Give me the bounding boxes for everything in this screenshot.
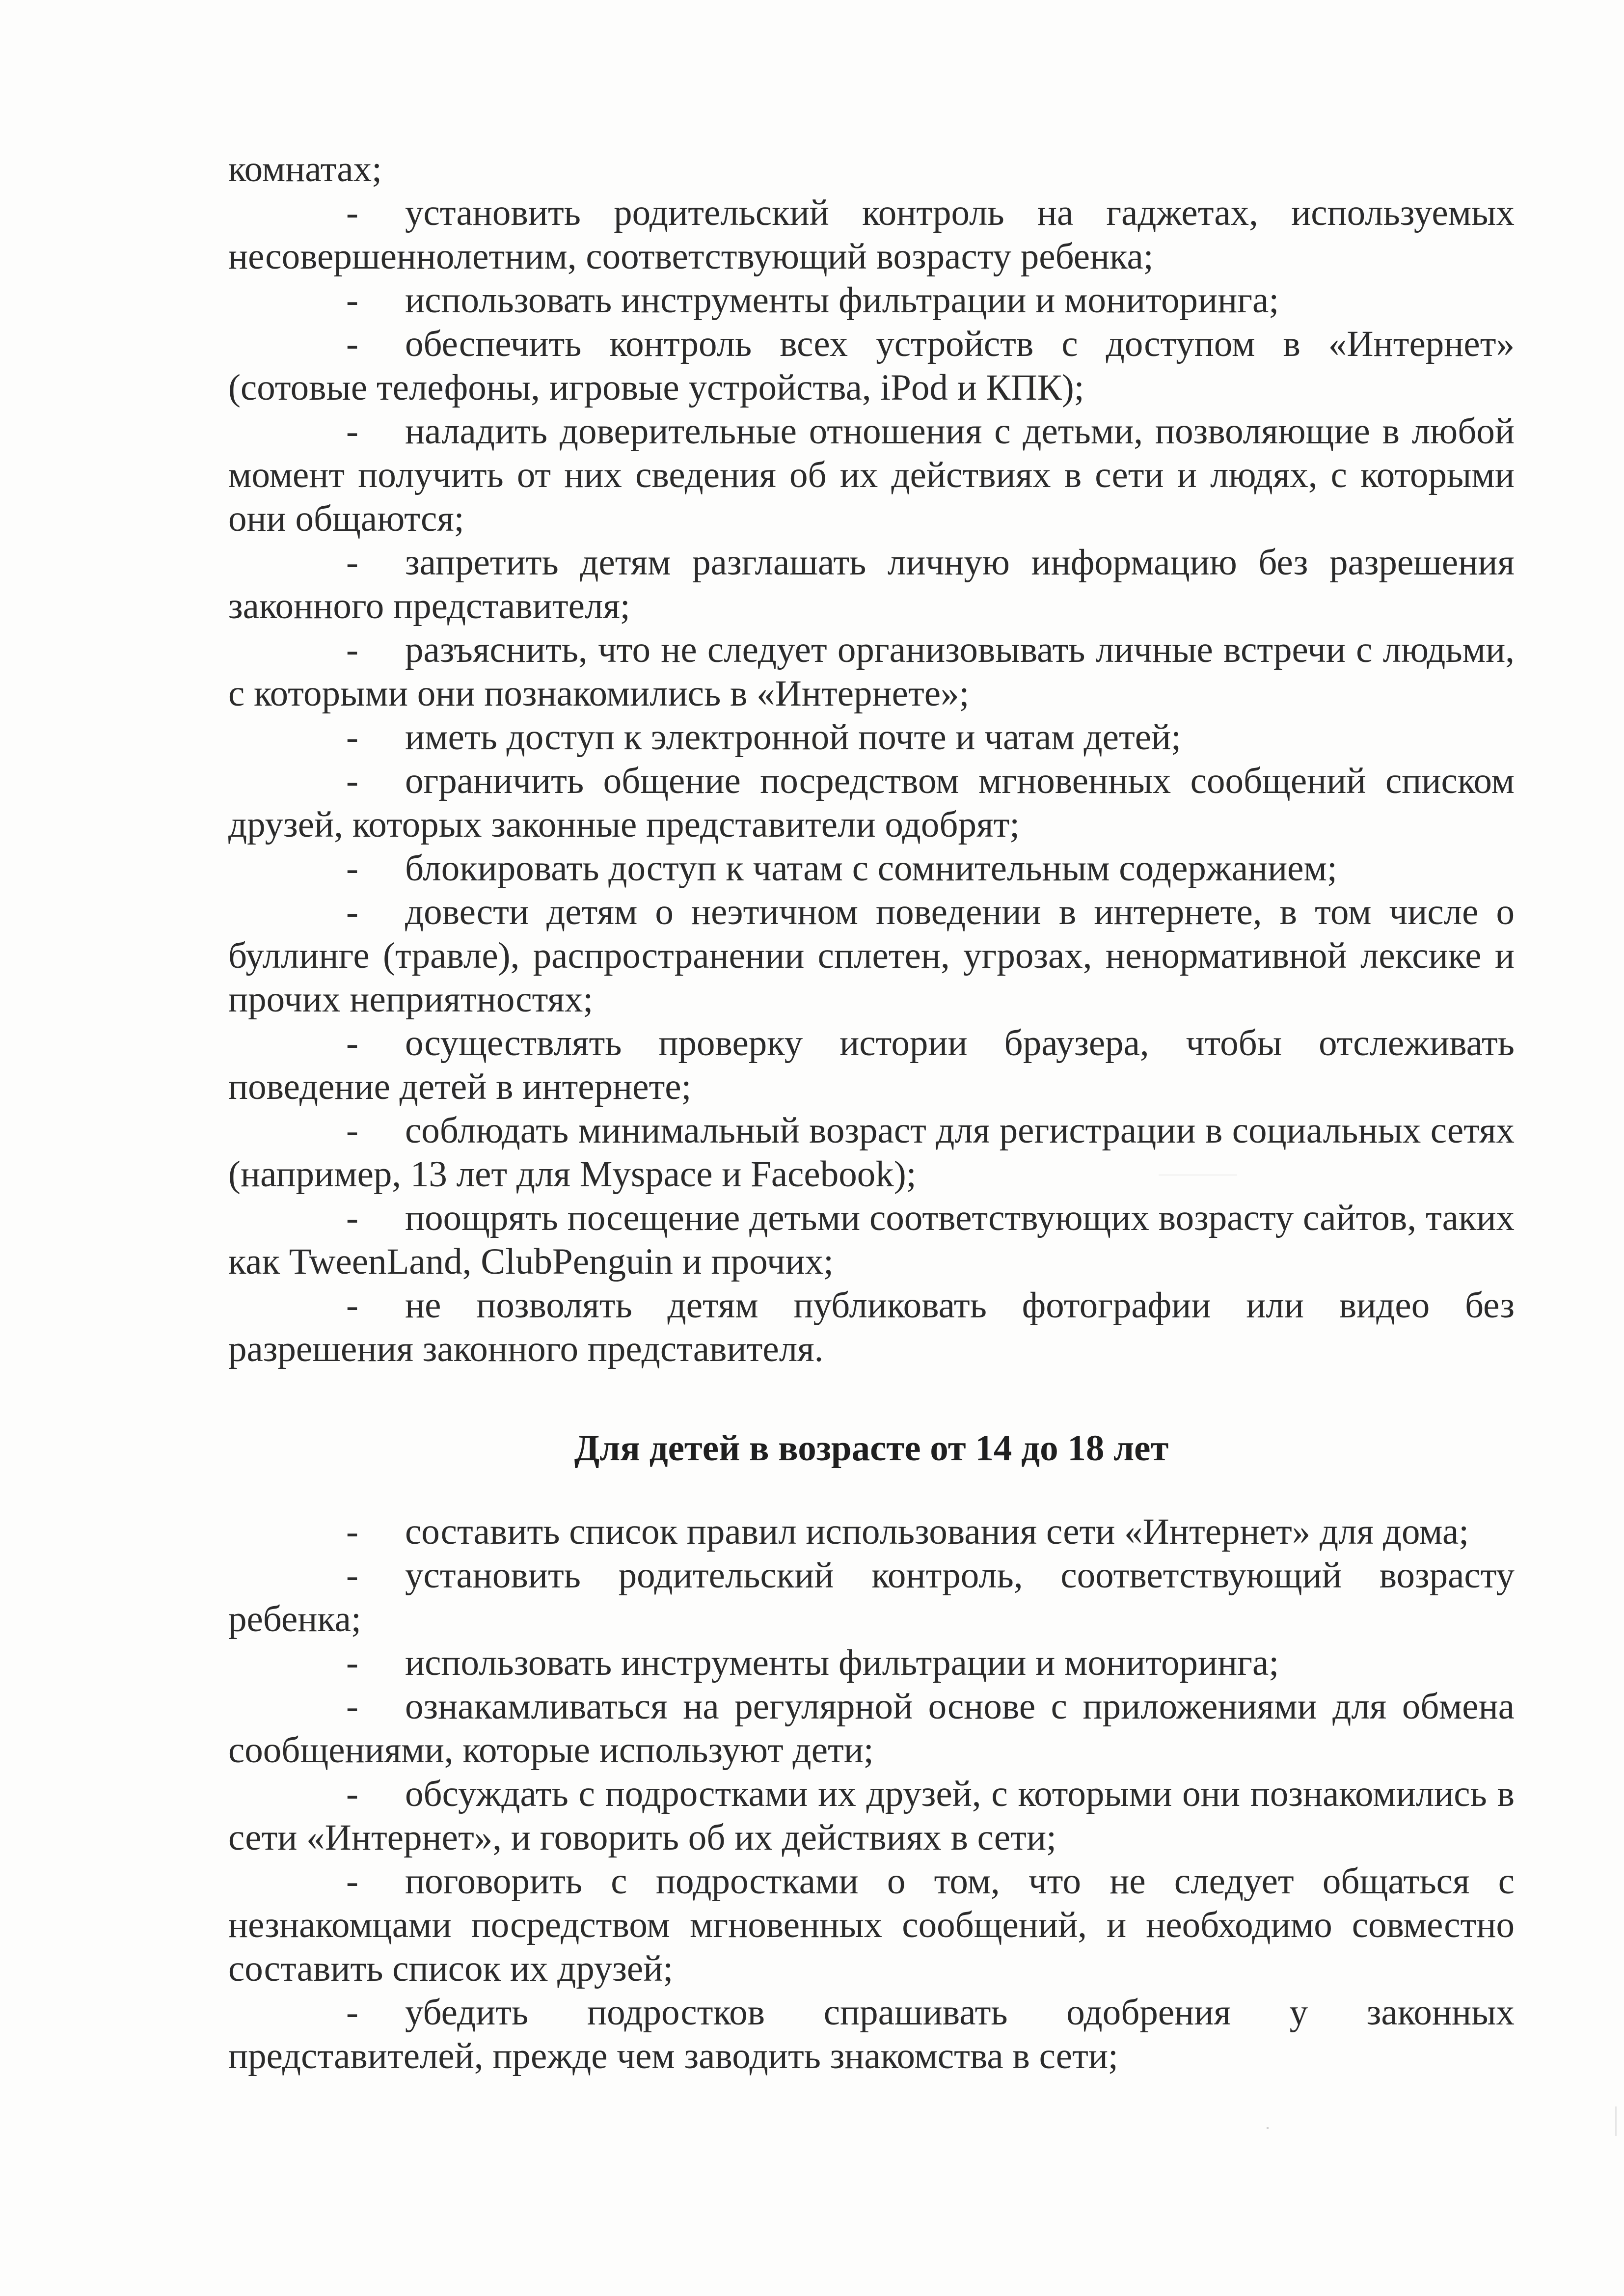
bullet-dash: - bbox=[346, 1110, 358, 1151]
list-item bbox=[228, 1641, 1515, 1685]
list-item-text: поощрять посещение детьми соответствующих возрасту сайтов, таких как TweenLand, ClubPenguin и прочих; bbox=[228, 1198, 1515, 1282]
bullet-dash: - bbox=[346, 1511, 358, 1552]
list-item-text: ознакамливаться на регулярной основе с приложениями для обмена сообщениями, которые используют дети; bbox=[228, 1686, 1515, 1771]
list-item-text: разъяснить, что не следует организовывать личные встречи с людьми, с которыми они познакомились в «Интернете»; bbox=[228, 629, 1515, 714]
bullet-dash: - bbox=[346, 1642, 358, 1683]
scan-speck bbox=[1267, 2127, 1269, 2129]
list-item bbox=[228, 1859, 1515, 1991]
bullet-dash: - bbox=[346, 411, 358, 452]
bullet-dash: - bbox=[346, 192, 358, 233]
list-item bbox=[228, 1196, 1515, 1284]
list-item bbox=[228, 890, 1515, 1021]
list-item-text: соблюдать минимальный возраст для регистрации в социальных сетях (например, 13 лет для Myspace и Facebook); bbox=[228, 1110, 1515, 1195]
list-item bbox=[228, 541, 1515, 628]
bullet-dash: - bbox=[346, 324, 358, 364]
list-item bbox=[228, 628, 1515, 715]
list-item-text: запретить детям разглашать личную информацию без разрешения законного представителя; bbox=[228, 542, 1515, 627]
list-item bbox=[228, 1109, 1515, 1196]
list-item bbox=[228, 1772, 1515, 1859]
bullet-dash: - bbox=[346, 280, 358, 321]
section-heading: Для детей в возрасте от 14 до 18 лет bbox=[574, 1428, 1169, 1469]
top-list bbox=[228, 147, 1515, 1371]
list-item-text: составить список правил использования сети «Интернет» для дома; bbox=[405, 1511, 1469, 1552]
list-item bbox=[228, 847, 1515, 890]
list-item-text: обсуждать с подростками их друзей, с которыми они познакомились в сети «Интернет», и говорить об их действиях в сети; bbox=[228, 1774, 1515, 1858]
bullet-dash: - bbox=[346, 542, 358, 583]
list-item-text: использовать инструменты фильтрации и мониторинга; bbox=[405, 1642, 1279, 1683]
list-item bbox=[228, 322, 1515, 410]
list-item-text: не позволять детям публиковать фотографии или видео без разрешения законного представителя. bbox=[228, 1285, 1515, 1369]
bullet-dash: - bbox=[346, 1686, 358, 1727]
bullet-dash: - bbox=[346, 717, 358, 758]
list-item bbox=[228, 759, 1515, 847]
bullet-dash: - bbox=[346, 1992, 358, 2033]
list-item-text: использовать инструменты фильтрации и мониторинга; bbox=[405, 280, 1279, 321]
list-item-text: обеспечить контроль всех устройств с доступом в «Интернет» (сотовые телефоны, игровые устройства, iPod и КПК); bbox=[228, 324, 1515, 408]
bullet-dash: - bbox=[346, 629, 358, 670]
list-item bbox=[228, 1021, 1515, 1109]
list-item bbox=[228, 191, 1515, 278]
bullet-dash: - bbox=[346, 1023, 358, 1064]
bullet-dash: - bbox=[346, 1198, 358, 1238]
list-item-text: иметь доступ к электронной почте и чатам детей; bbox=[405, 717, 1182, 758]
list-item bbox=[228, 1284, 1515, 1371]
list-item-text: наладить доверительные отношения с детьми, позволяющие в любой момент получить от них сведения об их действиях в сети и людях, с которыми они общаются; bbox=[228, 411, 1515, 539]
bullet-dash: - bbox=[346, 1774, 358, 1814]
list-item bbox=[228, 1991, 1515, 2078]
list-item bbox=[228, 1554, 1515, 1641]
continuation-text: комнатах; bbox=[228, 149, 382, 190]
list-item bbox=[228, 1685, 1515, 1772]
list-item-text: ограничить общение посредством мгновенных сообщений списком друзей, которых законные представители одобрят; bbox=[228, 761, 1515, 845]
list-item-text: осуществлять проверку истории браузера, чтобы отслеживать поведение детей в интернете; bbox=[228, 1023, 1515, 1107]
list-item-text: установить родительский контроль, соответствующий возрасту ребенка; bbox=[228, 1555, 1515, 1640]
bottom-list bbox=[228, 1510, 1515, 2078]
list-item-text: установить родительский контроль на гаджетах, используемых несовершеннолетним, соответствующий возрасту ребенка; bbox=[228, 192, 1515, 277]
bullet-dash: - bbox=[346, 1861, 358, 1902]
bullet-dash: - bbox=[346, 848, 358, 889]
bullet-dash: - bbox=[346, 1285, 358, 1326]
list-item-text: поговорить с подростками о том, что не следует общаться с незнакомцами посредством мгновенных сообщений, и необходимо совместно составить список их друзей; bbox=[228, 1861, 1515, 1989]
list-item bbox=[228, 410, 1515, 541]
bullet-dash: - bbox=[346, 761, 358, 801]
bullet-dash: - bbox=[346, 1555, 358, 1596]
list-item-text: довести детям о неэтичном поведении в интернете, в том числе о буллинге (травле), распространении сплетен, угрозах, ненормативной лексике и прочих неприятностях; bbox=[228, 892, 1515, 1020]
list-item bbox=[228, 715, 1515, 759]
list-item-text: блокировать доступ к чатам с сомнительным содержанием; bbox=[405, 848, 1337, 889]
list-item bbox=[228, 278, 1515, 322]
scan-speck bbox=[1615, 2106, 1617, 2136]
bullet-dash: - bbox=[346, 892, 358, 932]
list-item bbox=[228, 1510, 1515, 1554]
list-item-text: убедить подростков спрашивать одобрения у законных представителей, прежде чем заводить знакомства в сети; bbox=[228, 1992, 1515, 2077]
